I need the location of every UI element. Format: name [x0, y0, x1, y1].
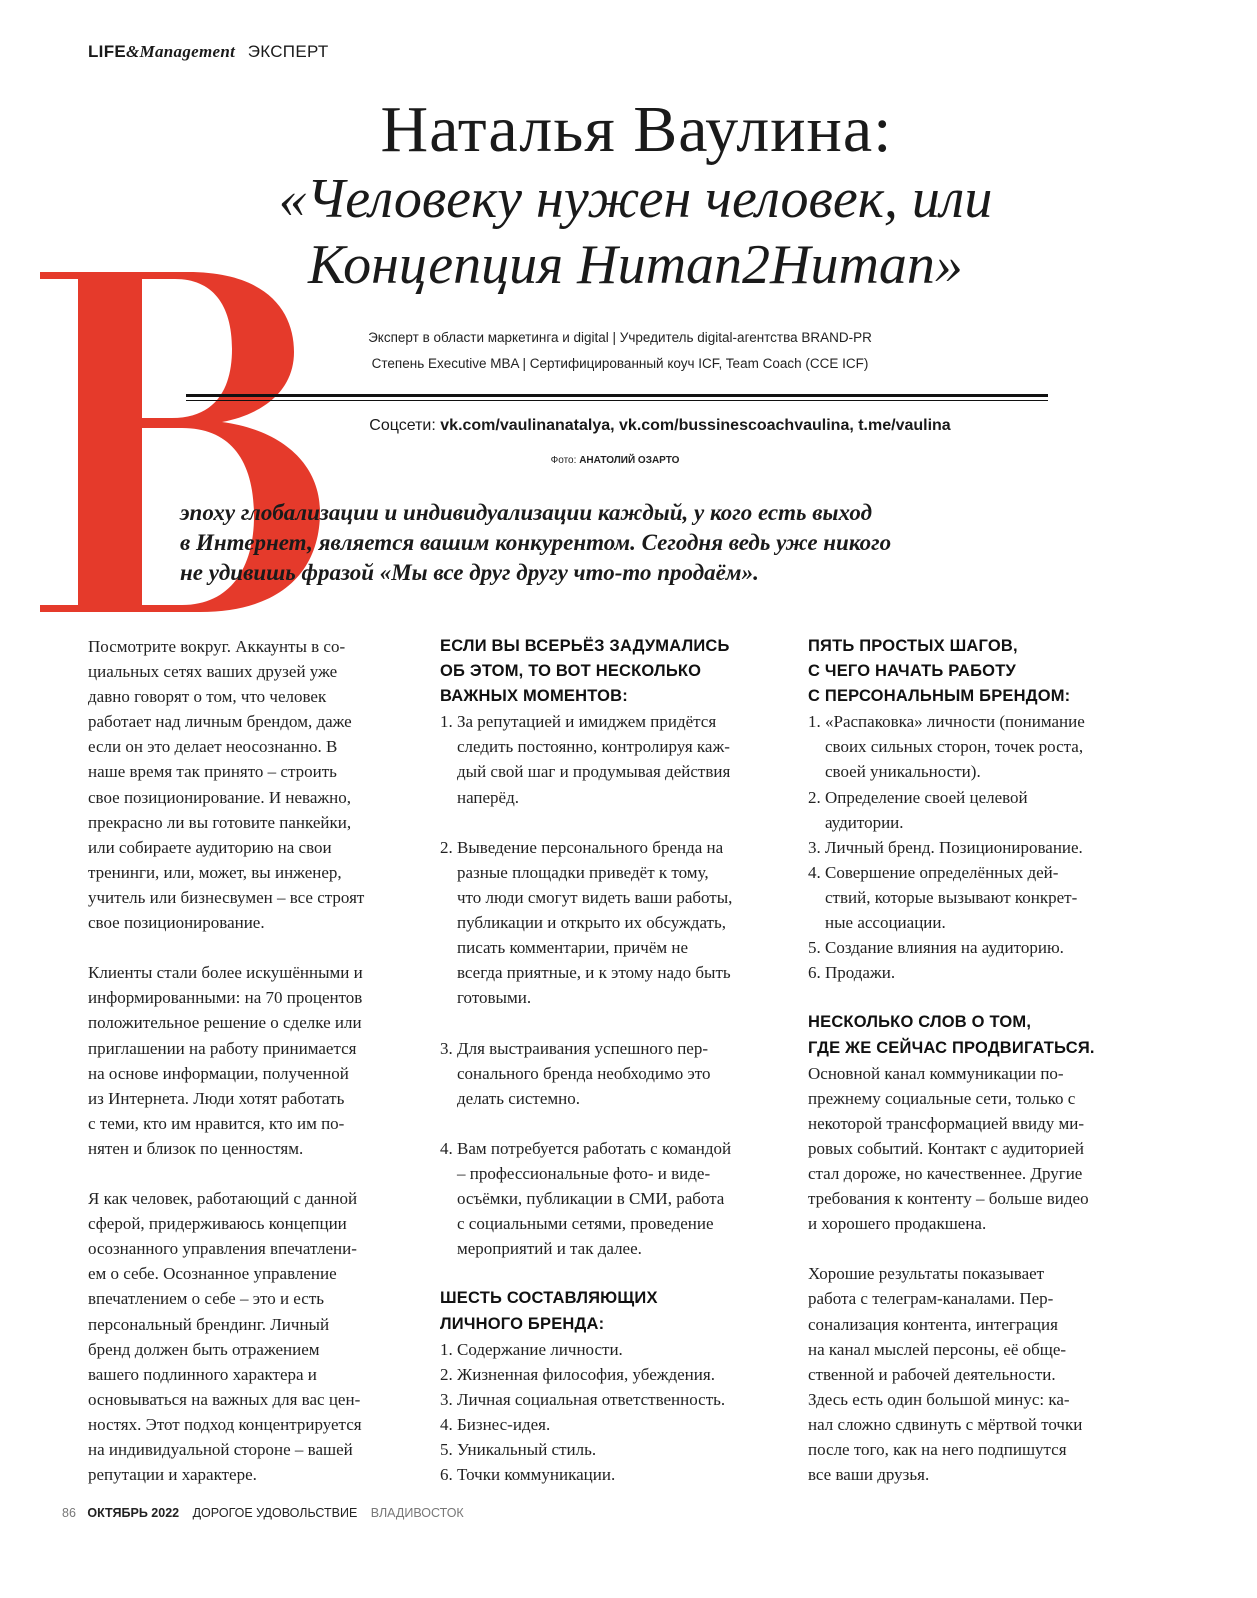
list-number: 1. — [808, 712, 821, 732]
body-text-line: Здесь есть один большой минус: ка- — [808, 1389, 1070, 1409]
list-text-line: мероприятий и так далее. — [457, 1239, 642, 1259]
list-number: 1. — [440, 1339, 453, 1359]
list-text — [457, 1387, 780, 1412]
body-text-line: наше время так принято – строить — [88, 762, 337, 782]
brand-management: Management — [139, 42, 236, 61]
body-text-line: репутации и характере. — [88, 1465, 257, 1485]
list-text-line: всегда приятные, и к этому надо быть — [457, 963, 731, 983]
body-text-line: работа с телеграм-каналами. Пер- — [808, 1289, 1054, 1309]
article-title-name: Наталья Ваулина: — [380, 93, 893, 166]
photo-author: АНАТОЛИЙ ОЗАРТО — [579, 455, 680, 466]
body-text-line: циальных сетях ваших друзей уже — [88, 662, 338, 682]
body-text-line: Посмотрите вокруг. Аккаунты в со- — [88, 637, 346, 656]
list-text — [457, 1412, 780, 1437]
socials-urls[interactable]: vk.com/vaulinanatalya, vk.com/bussinescoachvaulina, t.me/vaulina — [440, 417, 951, 434]
list-text-line: Бизнес-идея. — [457, 1414, 551, 1434]
body-text-line: прекрасно ли вы готовите панкейки, — [88, 812, 352, 832]
magazine-name: ДОРОГОЕ УДОВОЛЬСТВИЕ — [192, 1506, 358, 1520]
paragraph-spacer — [440, 1010, 780, 1035]
list-number: 4. — [440, 1138, 453, 1158]
step-item — [808, 835, 1143, 860]
body-text-line: бренд должен быть отражением — [88, 1339, 320, 1359]
body-text-line: учитель или бизнесвумен – все строят — [88, 887, 365, 907]
list-number: 1. — [440, 712, 453, 732]
body-text-line: с теми, кто им нравится, кто им по- — [88, 1113, 345, 1133]
list-text-line: Точки коммуникации. — [457, 1465, 616, 1485]
list-text-line: Вам потребуется работать с командой — [457, 1138, 732, 1158]
body-text-line: из Интернета. Люди хотят работать — [88, 1088, 345, 1108]
list-text-line: Жизненная философия, убеждения. — [457, 1364, 715, 1384]
list-text — [825, 860, 1143, 935]
brand-component-item — [440, 1387, 780, 1412]
body-text-line: Клиенты стали более искушёнными и — [88, 963, 363, 983]
divider-thick — [186, 394, 1048, 397]
body-text-line: Я как человек, работающий с данной — [88, 1189, 358, 1209]
list-text-line: «Распаковка» личности (понимание — [825, 712, 1085, 732]
body-text-line: Основной канал коммуникации по- — [808, 1063, 1064, 1083]
paragraph-spacer — [808, 1236, 1143, 1261]
list-number: 5. — [440, 1440, 453, 1459]
list-text-line: Совершение определённых дей- — [825, 862, 1059, 882]
body-text-line: тренинги, или, может, вы инженер, — [88, 862, 342, 882]
body-text-line: Хорошие результаты показывает — [808, 1264, 1045, 1284]
list-text-line: Уникальный стиль. — [457, 1440, 597, 1459]
list-text — [457, 1136, 780, 1261]
step-item — [808, 935, 1143, 960]
credentials-line-2: Степень Executive MBA | Сертифицированный коуч ICF, Team Coach (CCE ICF) — [371, 356, 869, 371]
list-text — [825, 785, 1143, 835]
paragraph-spacer — [440, 1261, 780, 1286]
list-text — [825, 960, 1143, 985]
brand-component-item — [440, 1462, 780, 1487]
body-text-line: давно говорят о том, что человек — [88, 687, 327, 707]
paragraph-spacer — [88, 935, 408, 960]
body-text-line: если он это делает неосознанно. В — [88, 737, 338, 757]
brand-life: LIFE — [88, 42, 127, 61]
list-text-line: Определение своей целевой — [825, 787, 1028, 807]
column-3 — [808, 634, 1143, 1487]
credentials-line-1: Эксперт в области маркетинга и digital | Учредитель digital-агентства BRAND-PR — [368, 330, 872, 345]
body-text-line: впечатлением о себе – это и есть — [88, 1289, 324, 1309]
list-text-line: сонального бренда необходимо это — [457, 1063, 711, 1083]
numbered-item — [440, 1036, 780, 1111]
body-text-line: нятен и близок по ценностям. — [88, 1138, 304, 1158]
list-text-line: Личный бренд. Позиционирование. — [825, 837, 1083, 857]
list-text-line: с социальными сетями, проведение — [457, 1214, 714, 1234]
section-heading: С ПЕРСОНАЛЬНЫМ БРЕНДОМ: — [808, 687, 1071, 706]
body-text-line: ностях. Этот подход концентрируется — [88, 1414, 362, 1434]
list-number: 4. — [808, 862, 821, 882]
magazine-city: ВЛАДИВОСТОК — [370, 1506, 464, 1520]
body-text-line: сонализация контента, интеграция — [808, 1314, 1058, 1334]
section-heading: НЕСКОЛЬКО СЛОВ О ТОМ, — [808, 1013, 1032, 1032]
list-text-line: что люди смогут видеть ваши работы, — [457, 887, 733, 907]
body-text-line: ровых событий. Контакт с аудиторией — [808, 1138, 1085, 1158]
numbered-item — [440, 835, 780, 1011]
step-item — [808, 785, 1143, 835]
list-text-line: осъёмки, публикации в СМИ, работа — [457, 1189, 725, 1209]
section-heading: ЕСЛИ ВЫ ВСЕРЬЁЗ ЗАДУМАЛИСЬ — [440, 637, 730, 655]
page-header — [88, 42, 329, 62]
body-text-line: осознанного управления впечатлени- — [88, 1239, 357, 1259]
body-text-line: стал дороже, но качественнее. Другие — [808, 1163, 1083, 1183]
brand-component-item — [440, 1337, 780, 1362]
list-text — [457, 1462, 780, 1487]
list-text-line: следить постоянно, контролируя каж- — [457, 737, 730, 757]
section-heading: ВАЖНЫХ МОМЕНТОВ: — [440, 687, 628, 706]
list-number: 4. — [440, 1414, 453, 1434]
list-text-line: – профессиональные фото- и виде- — [457, 1163, 711, 1183]
body-text-line: приглашении на работу принимается — [88, 1038, 357, 1058]
body-text-line: требования к контенту – больше видео — [808, 1189, 1089, 1209]
step-item — [808, 709, 1143, 784]
list-text-line: наперёд. — [457, 787, 520, 807]
step-item — [808, 860, 1143, 935]
brand-component-item — [440, 1437, 780, 1462]
body-text-line: свое позиционирование. — [88, 913, 265, 933]
body-text-line: на основе информации, полученной — [88, 1063, 349, 1083]
brand-ampersand: & — [126, 42, 140, 61]
list-number: 3. — [440, 1389, 453, 1409]
list-text — [825, 935, 1143, 960]
brand-component-item — [440, 1412, 780, 1437]
body-text-line: ственной и рабочей деятельности. — [808, 1364, 1056, 1384]
paragraph-spacer — [88, 1161, 408, 1186]
brand-component-item — [440, 1362, 780, 1387]
body-text-line: все ваши друзья. — [808, 1465, 930, 1485]
lead-line: эпоху глобализации и индивидуализации каждый, у кого есть выход — [180, 500, 873, 525]
body-text-line: ем о себе. Осознанное управление — [88, 1264, 337, 1284]
list-text — [457, 1036, 780, 1111]
body-text-line: на индивидуальной стороне – вашей — [88, 1440, 353, 1459]
list-text-line: ные ассоциации. — [825, 913, 946, 933]
list-number: 2. — [440, 1364, 453, 1384]
divider-thin — [186, 400, 1048, 401]
body-text-line: и хорошего продакшена. — [808, 1214, 987, 1234]
list-text-line: своих сильных сторон, точек роста, — [825, 737, 1084, 757]
list-text-line: Содержание личности. — [457, 1339, 623, 1359]
list-text-line: делать системно. — [457, 1088, 580, 1108]
list-text-line: аудитории. — [825, 812, 904, 832]
body-text-line: некоторой трансформацией ввиду ми- — [808, 1113, 1085, 1133]
list-text — [457, 1337, 780, 1362]
column-1 — [88, 634, 408, 1487]
list-number: 5. — [808, 938, 821, 958]
list-text-line: дый свой шаг и продумывая действия — [457, 762, 731, 782]
list-text-line: ствий, которые вызывают конкрет- — [825, 887, 1078, 907]
social-links — [250, 417, 1070, 435]
list-text-line: публикации и открыто их обсуждать, — [457, 913, 726, 933]
list-number: 6. — [440, 1465, 453, 1485]
list-text-line: За репутацией и имиджем придётся — [457, 712, 717, 732]
lead-line: в Интернет, является вашим конкурентом. Сегодня ведь уже никого — [180, 530, 892, 555]
body-text-line: положительное решение о сделке или — [88, 1013, 362, 1033]
list-text-line: Создание влияния на аудиторию. — [825, 938, 1064, 958]
body-text-line: вашего подлинного характера и — [88, 1364, 317, 1384]
section-heading: ОБ ЭТОМ, ТО ВОТ НЕСКОЛЬКО — [440, 662, 702, 681]
issue-date: ОКТЯБРЬ 2022 — [87, 1506, 180, 1520]
body-text-line: сферой, придерживаюсь концепции — [88, 1214, 347, 1234]
list-text — [457, 1437, 780, 1462]
photo-label: Фото: — [550, 455, 577, 466]
body-text-line: работает над личным брендом, даже — [88, 712, 352, 732]
list-number: 3. — [440, 1038, 453, 1058]
body-text-line: прежнему социальные сети, только с — [808, 1088, 1076, 1108]
body-text-line: информированными: на 70 процентов — [88, 988, 363, 1008]
list-text-line: готовыми. — [457, 988, 532, 1008]
list-text — [825, 709, 1143, 784]
column-2 — [440, 634, 780, 1487]
paragraph-spacer — [808, 985, 1143, 1010]
paragraph-spacer — [440, 1111, 780, 1136]
list-text-line: Выведение персонального бренда на — [457, 837, 724, 857]
lead-paragraph — [180, 498, 1080, 588]
socials-label: Соцсети: — [369, 417, 436, 434]
body-text-line: на канал мыслей персоны, её обще- — [808, 1339, 1067, 1359]
body-text-line: после того, как на него подпишутся — [808, 1440, 1067, 1459]
list-number: 6. — [808, 963, 821, 983]
photo-credit — [400, 455, 830, 466]
section-heading: ШЕСТЬ СОСТАВЛЯЮЩИХ — [440, 1289, 658, 1308]
section-heading: ГДЕ ЖЕ СЕЙЧАС ПРОДВИГАТЬСЯ. — [808, 1038, 1095, 1057]
list-number: 3. — [808, 837, 821, 857]
body-text-line: свое позиционирование. И неважно, — [88, 787, 351, 807]
list-text-line: Продажи. — [825, 963, 896, 983]
body-text-line: основываться на важных для вас цен- — [88, 1389, 361, 1409]
list-text — [457, 1362, 780, 1387]
page-footer — [62, 1506, 464, 1520]
list-text-line: своей уникальности). — [825, 762, 981, 782]
body-text-line: нал сложно сдвинуть с мёртвой точки — [808, 1414, 1083, 1434]
list-text-line: писать комментарии, причём не — [457, 938, 689, 958]
list-text — [457, 709, 780, 809]
numbered-item — [440, 709, 780, 809]
section-heading: С ЧЕГО НАЧАТЬ РАБОТУ — [808, 662, 1016, 681]
list-text — [457, 835, 780, 1011]
list-text-line: разные площадки приведёт к тому, — [457, 862, 709, 882]
list-text-line: Личная социальная ответственность. — [457, 1389, 726, 1409]
step-item — [808, 960, 1143, 985]
numbered-item — [440, 1136, 780, 1261]
body-text-line: или собираете аудиторию на свои — [88, 837, 332, 857]
section-label: ЭКСПЕРТ — [247, 42, 329, 61]
list-text — [825, 835, 1143, 860]
paragraph-spacer — [440, 810, 780, 835]
list-text-line: Для выстраивания успешного пер- — [457, 1038, 709, 1058]
section-heading: ЛИЧНОГО БРЕНДА: — [440, 1314, 605, 1333]
page-number: 86 — [62, 1506, 76, 1520]
section-heading: ПЯТЬ ПРОСТЫХ ШАГОВ, — [808, 637, 1018, 655]
lead-line: не удивишь фразой «Мы все друг другу что-то продаём». — [180, 560, 759, 585]
title-quote-line-1: «Человеку нужен человек, или — [278, 168, 993, 230]
body-text-line: персональный брендинг. Личный — [88, 1314, 330, 1334]
list-number: 2. — [440, 837, 453, 857]
title-quote-line-2: Концепция Human2Human» — [308, 234, 963, 296]
list-number: 2. — [808, 787, 821, 807]
